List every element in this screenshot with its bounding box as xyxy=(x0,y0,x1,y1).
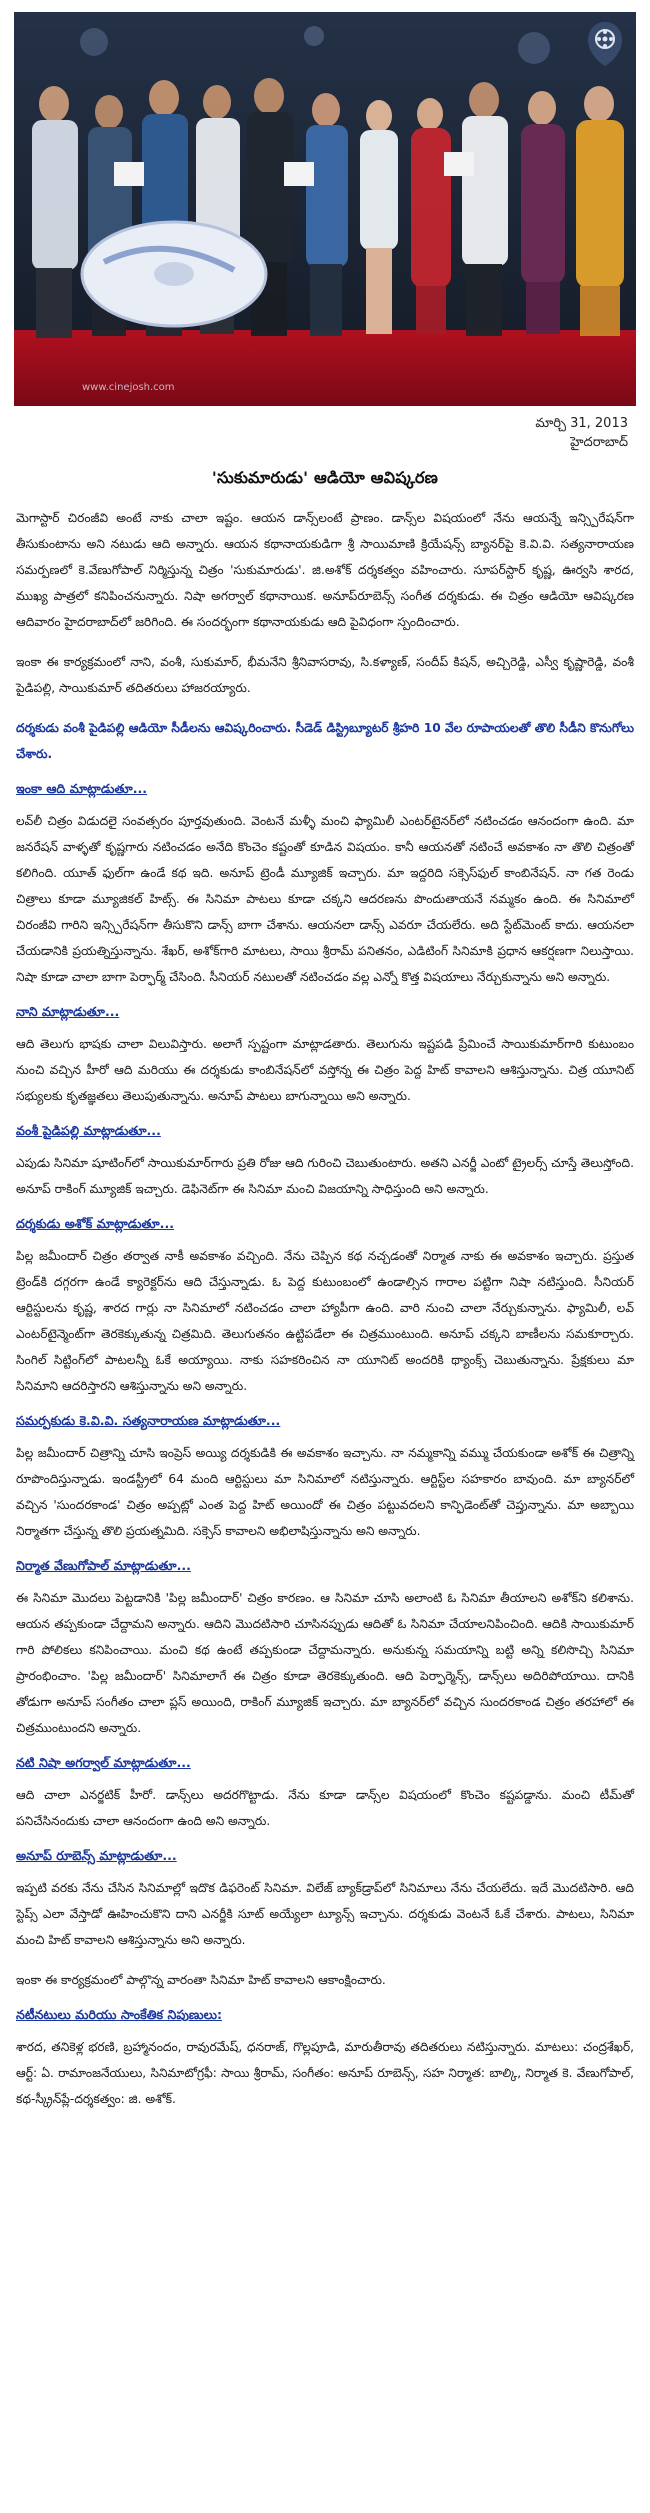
section-text-nisha: ఆది చాలా ఎనర్జటిక్ హీరో. డాన్స్‌లు అదరగొట్టాడు. నేను కూడా డాన్స్‌ల విషయంలో కొంచెం కష్టపడ్డాను. మంచి టీమ్‌తో పనిచేసినందుకు చాలా ఆనందంగా ఉంది అని అన్నారు. xyxy=(16,1788,634,1828)
article-place: హైదరాబాద్ xyxy=(570,435,628,450)
section-text-producer: ఈ సినిమా మొదలు పెట్టడానికి 'పిల్ల జమీందార్' చిత్రం కారణం. ఆ సినిమా చూసి అలాంటి ఓ సినిమా తీయాలని అశోక్‌ని కలిశాను. ఆయన తప్పకుండా చేద్దామని అన్నారు. ఆదిని మొదటిసారి చూసినప్పుడు ఆదితో ఓ సినిమా చేయాలనిపించింది. ఆదికి సాయికుమార్ గారి పోలికలు కనిపించాయి. మంచి కథ ఉంటే తప్పకుండా చేద్దామన్నారు. అనుకున్న సమయాన్ని బట్టి అన్ని కలిసొచ్చి సినిమా ప్రారంభించాం. 'పిల్ల జమీందార్' సినిమాలాగే ఈ చిత్రం కూడా తెరకెక్కుతుంది. ఆది పెర్ఫార్మెన్స్, డాన్స్‌లు అదిరిపోయాయి. దానికి తోడుగా అనూప్ సంగీతం చాలా ప్లస్ అయింది, రాకింగ్ మ్యూజిక్ ఇచ్చారు. మా బ్యానర్‌లో వచ్చిన సుందరకాండ చిత్రం తరహాలో ఈ చిత్రముంటుందని అన్నారు. xyxy=(16,1591,634,1735)
intro-paragraph-2: ఇంకా ఈ కార్యక్రమంలో నాని, వంశీ, సుకుమార్, భీమనేని శ్రీనివాసరావు, సి.కళ్యాణ్, సందీప్ కిషన్, అచ్చిరెడ్డి, ఎస్వీ కృష్ణారెడ్డి, వంశీ పైడిపల్లి, సాయికుమార్ తదితరులు హాజరయ్యారు. xyxy=(16,655,634,695)
section-label-presenter: సమర్పకుడు కె.వి.వి. సత్యనారాయణ మాట్లాడుతూ... xyxy=(16,1413,281,1428)
article-date: మార్చి 31, 2013 xyxy=(535,416,628,431)
event-photo xyxy=(14,12,636,406)
film-reel-logo-icon xyxy=(584,20,626,68)
section-text-director: పిల్ల జమీందార్ చిత్రం తర్వాత నాకీ అవకాశం వచ్చింది. నేను చెప్పిన కథ నచ్చడంతో నిర్మాత నాకు ఈ అవకాశం ఇచ్చారు. ప్రస్తుత ట్రెండ్‌కి దగ్గరగా ఉండే క్యారెక్టర్‌ను ఆది చేస్తున్నాడు. ఓ పెద్ద కుటుంబంలో ఉండాల్సిన గారాల పట్టిగా నిషా నటిస్తుంది. సీనియర్ ఆర్టిస్టులను కృష్ణ, శారద గార్లు నా సినిమాలో నటించడం చాలా హ్యాపీగా ఉంది. వారి నుంచి చాలా నేర్చుకున్నాను. ఫ్యామిలీ, లవ్ ఎంటర్‌టైన్మెంట్‌గా తెరకెక్కుతున్న చిత్రమిది. తెలుగుతనం ఉట్టిపడేలా ఈ చిత్రముంటుంది. అనూప్ చక్కని బాణీలను సమకూర్చారు. సింగిల్ సిట్టింగ్‌లో పాటలన్నీ ఓకే అయ్యాయి. నాకు సహకరించిన నా యూనిట్ అందరికి థ్యాంక్స్ చెబుతున్నాను. ప్రేక్షకులు మా సినిమాని ఆదరిస్తారని ఆశిస్తున్నాను అని అన్నారు. xyxy=(16,1249,634,1393)
section-label-aadi: ఇంకా ఆది మాట్లాడుతూ... xyxy=(16,781,148,796)
closing-paragraph: ఇంకా ఈ కార్యక్రమంలో పాల్గొన్న వారంతా సినిమా హిట్ కావాలని ఆకాంక్షించారు. xyxy=(16,1973,386,1987)
section-label-producer: నిర్మాత వేణుగోపాల్ మాట్లాడుతూ... xyxy=(16,1558,191,1573)
release-note: దర్శకుడు వంశీ పైడిపల్లి ఆడియో సీడీలను ఆవిష్కరించారు. సీడెడ్ డిస్ట్రిబ్యూటర్ శ్రీహరి 10 వేల రూపాయలతో తొలి సీడీని కొనుగోలు చేశారు. xyxy=(16,721,634,761)
press-photo-icon xyxy=(14,12,636,406)
credits-label: నటీనటులు మరియు సాంకేతిక నిపుణులు: xyxy=(16,2007,222,2022)
watermark-text: www.cinejosh.com xyxy=(82,382,175,393)
section-label-nisha: నటి నిషా అగర్వాల్ మాట్లాడుతూ... xyxy=(16,1755,191,1770)
section-text-presenter: పిల్ల జమీందార్ చిత్రాన్ని చూసి ఇంప్రెస్ అయ్యి దర్శకుడికి ఈ అవకాశం ఇచ్చాను. నా నమ్మకాన్ని వమ్ము చేయకుండా అశోక్ ఈ చిత్రాన్ని రూపొందిస్తున్నాడు. ఇండస్ట్రీలో 64 మంది ఆర్టిస్టులు మా సినిమాలో నటిస్తున్నారు. ఆర్టిస్ట్‌ల సహకారం బావుంది. మా బ్యానర్‌లో వచ్చిన 'సుందరకాండ' చిత్రం అప్పట్లో ఎంత పెద్ద హిట్ అయిందో ఈ చిత్రం పట్టువదలని కాన్ఫిడెంట్‌తో చెప్తున్నాను. మా అబ్బాయి నిర్మాతగా చేస్తున్న తొలి ప్రయత్నమిది. సక్సెస్ కావాలని అభిలాషిస్తున్నాను అని అన్నారు. xyxy=(16,1446,634,1538)
section-label-nani: నాని మాట్లాడుతూ... xyxy=(16,1004,120,1019)
article-body xyxy=(16,505,634,2126)
section-label-anup: అనూప్ రూబెన్స్ మాట్లాడుతూ... xyxy=(16,1848,177,1863)
section-text-vamsi: ఎపుడు సినిమా షూటింగ్‌లో సాయికుమార్‌గారు ప్రతి రోజు ఆది గురించి చెబుతుంటారు. అతని ఎనర్జీ ఎంటో ట్రైలర్స్ చూస్తే తెలుస్తోంది. అనూప్ రాకింగ్ మ్యూజిక్ ఇచ్చారు. డెఫినెట్‌గా ఈ సినిమా మంచి విజయాన్ని సాధిస్తుంది అని అన్నారు. xyxy=(16,1156,634,1196)
intro-paragraph-1: మెగాస్టార్ చిరంజీవి అంటే నాకు చాలా ఇష్టం. ఆయన డాన్స్‌లంటే ప్రాణం. డాన్స్‌ల విషయంలో నేను ఆయన్నే ఇన్స్పిరేషన్‌గా తీసుకుంటాను అని నటుడు ఆది అన్నారు. ఆయన కథానాయకుడిగా శ్రీ సాయిమాణి క్రియేషన్స్ బ్యానర్‌పై కె.వి.వి. సత్యనారాయణ సమర్పణలో కె.వేణుగోపాల్ నిర్మిస్తున్న చిత్రం 'సుకుమారుడు'. జి.అశోక్ దర్శకత్వం వహించారు. సూపర్‌స్టార్ కృష్ణ, ఊర్వసి శారద, ముఖ్య పాత్రలో కనిపించనున్నారు. నిషా అగర్వాల్ కథానాయిక. అనూప్‌రూబెన్స్ సంగీత దర్శకుడు. ఈ చిత్రం ఆడియో ఆవిష్కరణ ఆదివారం హైదరాబాద్‌లో జరిగింది. ఈ సందర్భంగా కథానాయకుడు ఆది పైవిధంగా స్పందించారు. xyxy=(16,511,634,629)
credits-text: శారద, తనికెళ్ల భరణి, బ్రహ్మానందం, రావురమేష్, ధనరాజ్, గొల్లపూడి, మారుతీరావు తదితరులు నటిస్తున్నారు. మాటలు: చంద్రశేఖర్, ఆర్ట్: ఏ. రామాంజనేయులు, సినిమాటోగ్రఫీ: సాయి శ్రీరామ్, సంగీతం: అనూప్ రూబెన్స్, సహ నిర్మాత: బాల్కి, నిర్మాత కె. వేణుగోపాల్, కథ-స్క్రీన్‌ప్లే-దర్శకత్వం: జి. అశోక్. xyxy=(16,2040,634,2106)
section-label-vamsi: వంశీ పైడిపల్లి మాట్లాడుతూ... xyxy=(16,1123,161,1138)
dateline xyxy=(535,414,628,452)
section-text-anup: ఇప్పటి వరకు నేను చేసిన సినిమాల్లో ఇదొక డిఫరెంట్ సినిమా. విలేజ్ బ్యాక్‌డ్రాప్‌లో సినిమాలు నేను చేయలేదు. ఇదే మొదటిసారి. ఆది స్టెప్స్ ఎలా వేస్తాడో ఊహించుకొని దాని ఎనర్జీకి సూట్ అయ్యేలా ట్యూన్స్ ఇచ్చాను. దర్శకుడు వెంటనే ఓకే చేశారు. పాటలు, సినిమా మంచి హిట్ కావాలని ఆశిస్తున్నాను అని అన్నారు. xyxy=(16,1881,634,1947)
section-label-director: దర్శకుడు అశోక్ మాట్లాడుతూ... xyxy=(16,1216,175,1231)
section-text-nani: ఆది తెలుగు భాషకు చాలా విలువిస్తారు. అలాగే స్పష్టంగా మాట్లాడతారు. తెలుగును ఇష్టపడి ప్రేమించే సాయికుమార్‌గారి కుటుంబం నుంచి వచ్చిన హీరో ఆది మరియు ఈ దర్శకుడు కాంబినేషన్‌లో వస్తోన్న ఈ చిత్రం పెద్ద హిట్ కావాలని ఆశిస్తున్నాను. చిత్ర యూనిట్ సభ్యులకు కృతజ్ఞతలు తెలుపుతున్నాను. అనూప్ పాటలు బాగున్నాయి అని అన్నారు. xyxy=(16,1037,634,1103)
section-text-aadi: లవ్‌లీ చిత్రం విడుదలై సంవత్సరం పూర్తవుతుంది. వెంటనే మళ్ళీ మంచి ఫ్యామిలీ ఎంటర్‌టైనర్‌లో నటించడం ఆనందంగా ఉంది. మా జనరేషన్ వాళ్ళతో కృష్ణగారు నటించడం అనేది కొంచెం కష్టంతో కూడిన విషయం. కానీ ఆయనతో నటించే అవకాశం నా తొలి చిత్రంతో కలిగింది. యూత్ ఫుల్‌గా ఉండే కథ ఇది. అనూప్ ట్రెండీ మ్యూజిక్ ఇచ్చారు. మా ఇద్దరిది సక్సెస్‌ఫుల్ కాంబినేషన్. నా గత రెండు చిత్రాలు కూడా మ్యూజికల్ హిట్స్. ఈ సినిమా పాటలు కూడా చక్కని ఆదరణను పొందుతాయనే నమ్మకం ఉంది. ఈ సినిమాలో చిరంజీవి గారిని ఇన్స్పిరేషన్‌గా తీసుకొని డాన్స్ బాగా చేశాను. ఆయనలా డాన్స్ ఎవరూ చేయలేరు. అది స్టేట్‌మెంట్ కాదు. ఆయనలా చేయడానికి ప్రయత్నిస్తున్నాను. శేఖర్, అశోక్‌గారి మాటలు, సాయి శ్రీరామ్ పనితనం, ఎడిటింగ్ సినిమాకి ప్రధాన ఆకర్షణగా నిలుస్తాయి. నిషా కూడా చాలా బాగా పెర్ఫార్మ్ చేసింది. సీనియర్ నటులతో నటించడం వల్ల ఎన్నో కొత్త విషయాలు నేర్చుకున్నాను అని అన్నారు. xyxy=(16,814,634,984)
page-title: 'సుకుమారుడు' ఆడియో ఆవిష్కరణ xyxy=(211,468,439,487)
